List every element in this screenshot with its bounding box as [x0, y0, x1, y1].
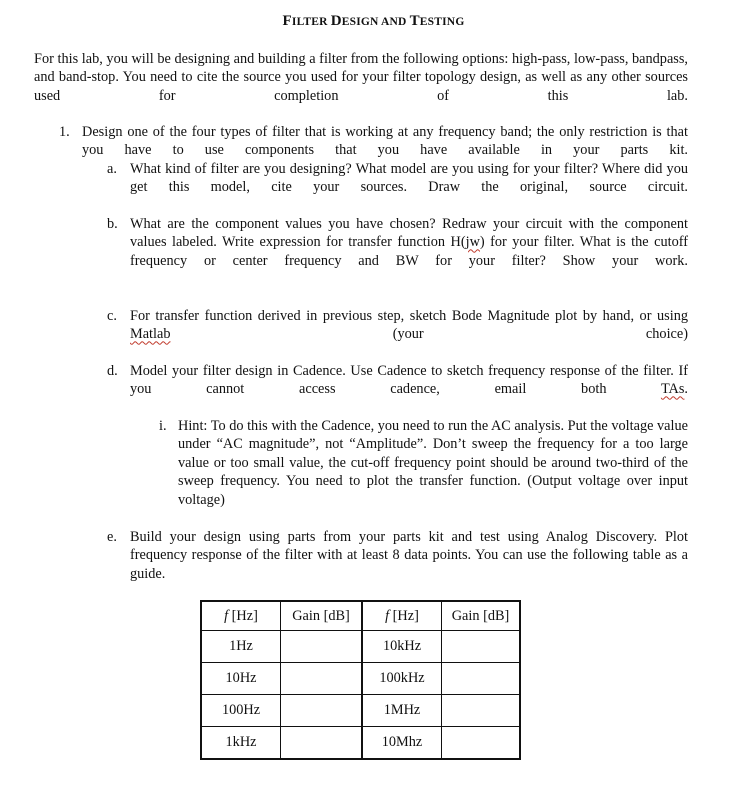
table-row	[201, 631, 520, 663]
sub-d-text: Model your filter design in Cadence. Use Cadence to sketch frequency response of the filter. If you cannot access cadence, email both TAs.	[130, 363, 688, 398]
table-row	[201, 663, 520, 695]
gain-cell	[281, 727, 363, 760]
sub-c-text: For transfer function derived in previous step, sketch Bode Magnitude plot by hand, or using Matlab (your choice)	[130, 308, 688, 343]
sub-d-i-text: Hint: To do this with the Cadence, you need to run the AC analysis. Put the voltage value under “AC magnitude”, not “Amplitude”. Don’t sweep the frequency for a too large value or too small value, the cut-off frequency point should be around two-third of the sweep frequency. You need to plot the transfer function. (Output voltage over input voltage)	[178, 418, 688, 508]
frequency-cell: 10kHz	[362, 631, 442, 663]
sub-e-text: Build your design using parts from your parts kit and test using Analog Discovery. Plot frequency response of the filter with at least 8 data points. You can use the following table as a guide.	[130, 529, 688, 582]
sub-d-label: d.	[107, 363, 118, 379]
frequency-cell: 1Hz	[201, 631, 281, 663]
header-frequency-1: f [Hz]	[201, 601, 281, 631]
item-1-text: Design one of the four types of filter that is working at any frequency band; the only restriction is that you have to use components that you have available in your parts kit.	[82, 124, 688, 159]
table-row	[201, 727, 520, 760]
frequency-cell: 100Hz	[201, 695, 281, 727]
jw-term: jw	[465, 234, 480, 251]
header-frequency-2: f [Hz]	[362, 601, 442, 631]
header-gain-1: Gain [dB]	[281, 601, 363, 631]
gain-cell	[442, 631, 521, 663]
sub-a-label: a.	[107, 161, 117, 177]
header-gain-2: Gain [dB]	[442, 601, 521, 631]
matlab-term: Matlab	[130, 326, 171, 343]
frequency-cell: 10Mhz	[362, 727, 442, 760]
sub-d-i-label: i.	[159, 418, 167, 434]
gain-cell	[442, 727, 521, 760]
intro-paragraph: For this lab, you will be designing and building a filter from the following options: high-pass, low-pass, bandpass, and band-stop. You need to cite the source you used for your filter topology design, as well as any other sources used for completion of this lab.	[34, 51, 688, 104]
frequency-cell: 10Hz	[201, 663, 281, 695]
frequency-gain-table	[200, 600, 521, 760]
frequency-cell: 1MHz	[362, 695, 442, 727]
sub-e-label: e.	[107, 529, 117, 545]
frequency-cell: 100kHz	[362, 663, 442, 695]
gain-cell	[442, 695, 521, 727]
gain-cell	[442, 663, 521, 695]
sub-c-label: c.	[107, 308, 117, 324]
gain-cell	[281, 695, 363, 727]
sub-b-text: What are the component values you have chosen? Redraw your circuit with the component values labeled. Write expression for transfer function H(jw) for your filter. What is the cutoff frequency or center frequency and BW for your filter? Show your work.	[130, 216, 688, 269]
table-row	[201, 695, 520, 727]
frequency-cell: 1kHz	[201, 727, 281, 760]
item-1-number: 1.	[59, 124, 70, 140]
sub-a-text: What kind of filter are you designing? What model are you using for your filter? Where did you get this model, cite your sources. Draw the original, source circuit.	[130, 161, 688, 196]
sub-b-label: b.	[107, 216, 118, 232]
gain-cell	[281, 631, 363, 663]
document-title: FILTER DESIGN AND TESTING	[282, 13, 465, 29]
tas-term: TAs	[660, 381, 685, 398]
gain-cell	[281, 663, 363, 695]
table-header-row	[201, 601, 520, 631]
